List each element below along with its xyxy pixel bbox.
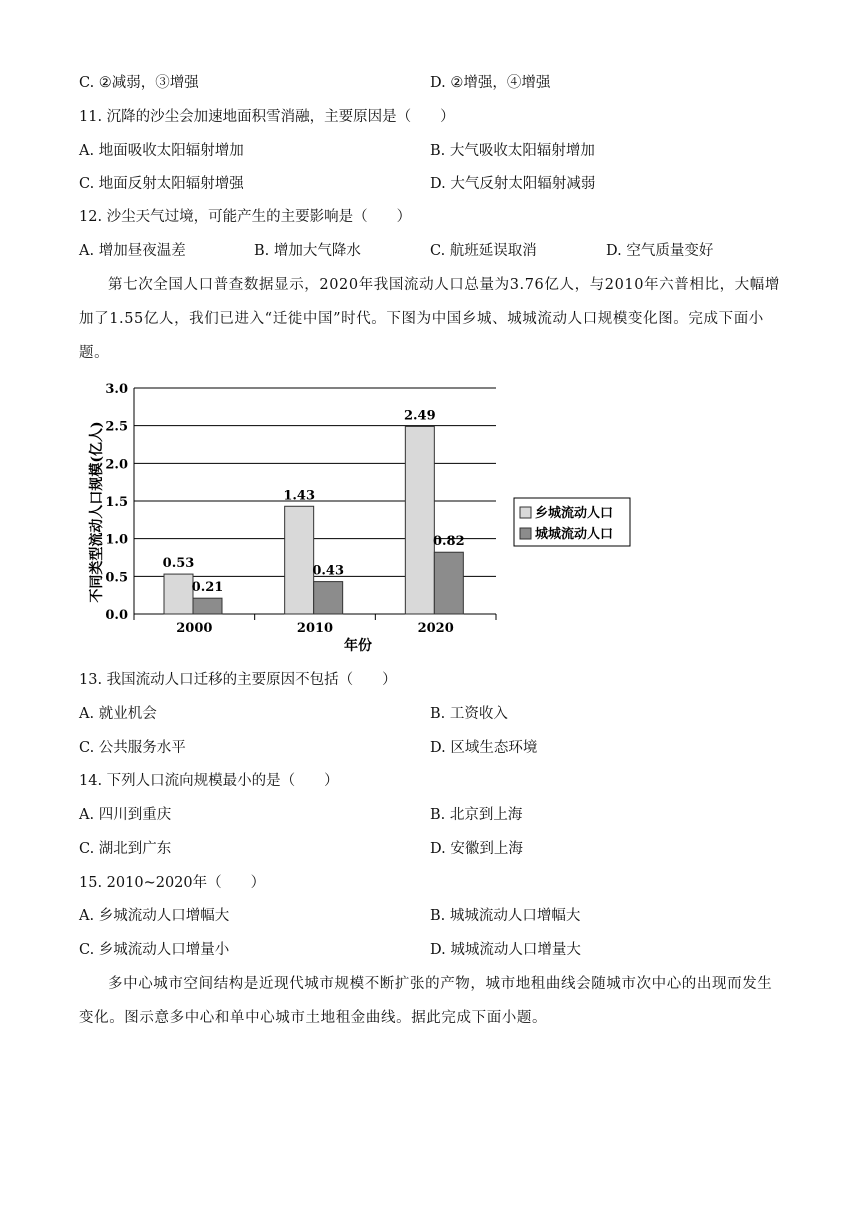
q10-option-d: D. ②增强，④增强 [430, 75, 551, 91]
bar-urban-urban-2010 [314, 582, 343, 614]
passage-migration: 第七次全国人口普查数据显示，2020年我国流动人口总量为3.76亿人，与2010年六普相比，大幅增加了1.55亿人，我们已进入“迁徙中国”时代。下图为中国乡城、城城流动人口规模变化图。完成下面小题。 [79, 277, 780, 361]
q12-option-c: C. 航班延误取消 [430, 243, 537, 259]
y-tick-label: 1.0 [105, 532, 128, 548]
y-tick-label: 3.0 [105, 382, 128, 397]
q15-option-b: B. 城城流动人口增幅大 [430, 908, 581, 924]
bar-urban-urban-2020 [434, 552, 463, 614]
q13-option-a: A. 就业机会 [79, 706, 157, 722]
x-axis-label: 年份 [344, 638, 372, 654]
y-tick-label: 2.0 [105, 457, 128, 473]
x-tick-label: 2020 [417, 621, 454, 636]
q13-option-d: D. 区域生态环境 [430, 740, 538, 756]
bar-rural-urban-2000 [164, 574, 193, 614]
q12-option-a: A. 增加昼夜温差 [79, 243, 186, 259]
q14-stem: 14. 下列人口流向规模最小的是（ ） [79, 773, 339, 789]
data-label: 0.21 [191, 580, 224, 596]
data-label: 0.53 [162, 556, 195, 572]
q11-option-b: B. 大气吸收太阳辐射增加 [430, 143, 595, 159]
data-label: 0.43 [312, 563, 345, 579]
q14-option-a: A. 四川到重庆 [79, 807, 172, 823]
legend-label: 乡城流动人口 [535, 506, 614, 521]
q15-option-c: C. 乡城流动人口增量小 [79, 942, 230, 958]
data-label: 1.43 [283, 488, 316, 504]
q13-option-b: B. 工资收入 [430, 706, 508, 722]
y-tick-label: 2.5 [105, 419, 128, 435]
bar-rural-urban-2020 [405, 426, 434, 614]
q15-stem: 15. 2010~2020年（ ） [79, 875, 266, 891]
q11-option-c: C. 地面反射太阳辐射增强 [79, 176, 244, 192]
q10-option-c: C. ②减弱，③增强 [79, 75, 199, 91]
legend-swatch [520, 528, 531, 539]
q12-option-b: B. 增加大气降水 [254, 243, 361, 259]
legend-swatch [520, 507, 531, 518]
q15-option-a: A. 乡城流动人口增幅大 [79, 908, 230, 924]
q14-option-b: B. 北京到上海 [430, 807, 523, 823]
data-label: 2.49 [403, 408, 436, 424]
q11-option-a: A. 地面吸收太阳辐射增加 [79, 143, 244, 159]
q15-option-d: D. 城城流动人口增量大 [430, 942, 581, 958]
y-tick-label: 1.5 [105, 495, 128, 510]
population-bar-chart [74, 372, 640, 662]
bar-rural-urban-2010 [285, 506, 314, 614]
q12-stem: 12. 沙尘天气过境，可能产生的主要影响是（ ） [79, 209, 412, 225]
data-label: 0.82 [432, 534, 465, 550]
passage-urban-rent: 多中心城市空间结构是近现代城市规模不断扩张的产物，城市地租曲线会随城市次中心的出现而发生变化。图示意多中心和单中心城市土地租金曲线。据此完成下面小题。 [79, 976, 773, 1026]
x-tick-label: 2000 [176, 621, 213, 636]
q11-option-d: D. 大气反射太阳辐射减弱 [430, 176, 596, 192]
q14-option-c: C. 湖北到广东 [79, 841, 172, 857]
q14-option-d: D. 安徽到上海 [430, 841, 523, 857]
bar-urban-urban-2000 [193, 598, 222, 614]
q13-option-c: C. 公共服务水平 [79, 740, 186, 756]
q11-stem: 11. 沉降的沙尘会加速地面积雪消融，主要原因是（ ） [79, 109, 455, 125]
x-tick-label: 2010 [296, 621, 334, 636]
y-tick-label: 0.0 [105, 608, 128, 623]
q12-option-d: D. 空气质量变好 [606, 243, 714, 259]
q13-stem: 13. 我国流动人口迁移的主要原因不包括（ ） [79, 672, 397, 688]
legend-label: 城城流动人口 [535, 527, 614, 542]
y-axis-label: 不同类型流动人口规模(亿人) [89, 421, 105, 603]
y-tick-label: 0.5 [105, 570, 128, 586]
